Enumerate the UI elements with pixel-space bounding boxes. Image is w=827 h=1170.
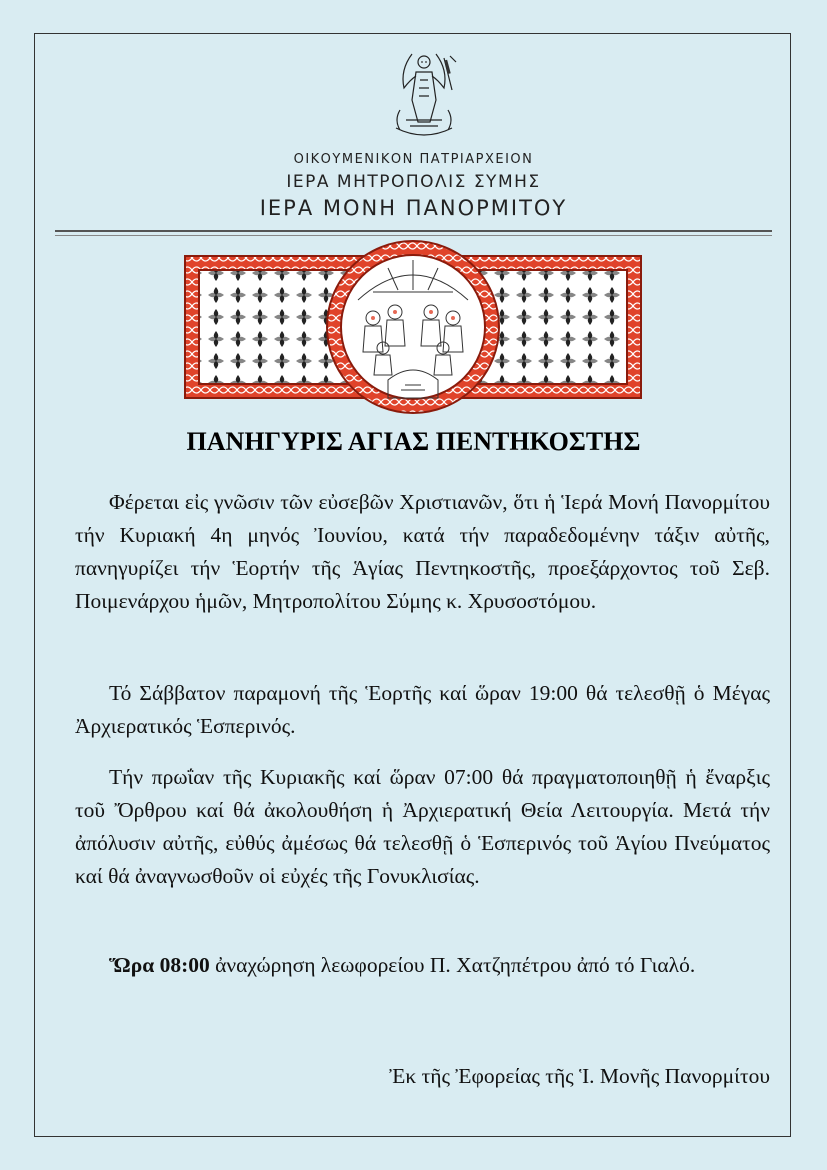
header-monastery: ΙΕΡΑ ΜΟΝΗ ΠΑΝΟΡΜΙΤΟΥ: [259, 196, 568, 220]
archangel-michael-emblem-icon: [386, 50, 462, 142]
header-divider: [55, 230, 772, 232]
header-metropolis: ΙΕΡΑ ΜΗΤΡΟΠΟΛΙΣ ΣΥΜΗΣ: [286, 172, 541, 192]
header-divider-thin: [55, 235, 772, 236]
page-title: ΠΑΝΗΓΥΡΙΣ ΑΓΙΑΣ ΠΕΝΤΗΚΟΣΤΗΣ: [186, 427, 641, 456]
paragraph-bus-departure: [75, 949, 770, 982]
paragraph-vespers: Τό Σάββατον παραμονή τῆς Ἑορτῆς καί ὥραν 19:00 θά τελεσθῇ ὁ Μέγας Ἀρχιερατικός Ἑσπερινός.: [75, 681, 770, 738]
paragraph-liturgy: Τήν πρωΐαν τῆς Κυριακῆς καί ὥραν 07:00 θά πραγματοποιηθῇ ἡ ἔναρξις τοῦ Ὄρθρου καί θά ἀκολουθήση ἡ Ἀρχιερατική Θεία Λειτουργία. Μετά τήν ἀπόλυσιν αὐτῆς, εὐθύς ἀμέσως θά τελεσθῇ ὁ Ἑσπερινός τοῦ Ἁγίου Πνεύματος καί θά ἀναγνωσθοῦν οἱ εὐχές τῆς Γονυκλισίας.: [75, 765, 770, 888]
departure-time: Ὥρα 08:00: [109, 953, 210, 977]
pentecost-banner-icon: [183, 240, 643, 416]
departure-details: ἀναχώρηση λεωφορείου Π. Χατζηπέτρου ἀπό τό Γιαλό.: [209, 953, 696, 977]
header-patriarchate: ΟΙΚΟΥΜΕΝΙΚΟΝ ΠΑΤΡΙΑΡΧΕΙΟΝ: [293, 152, 534, 167]
signature: Ἐκ τῆς Ἐφορείας τῆς Ἱ. Μονῆς Πανορμίτου: [389, 1064, 770, 1088]
paragraph-announcement: Φέρεται εἰς γνῶσιν τῶν εὐσεβῶν Χριστιανῶν, ὅτι ἡ Ἱερά Μονή Πανορμίτου τήν Κυριακή 4η μηνός Ἰουνίου, κατά τήν παραδεδομένην τάξιν αὐτῆς, πανηγυρίζει τήν Ἑορτήν τῆς Ἁγίας Πεντηκοστῆς, προεξάρχοντος τοῦ Σεβ. Ποιμενάρχου ἡμῶν, Μητροπολίτου Σύμης κ. Χρυσοστόμου.: [75, 490, 770, 613]
